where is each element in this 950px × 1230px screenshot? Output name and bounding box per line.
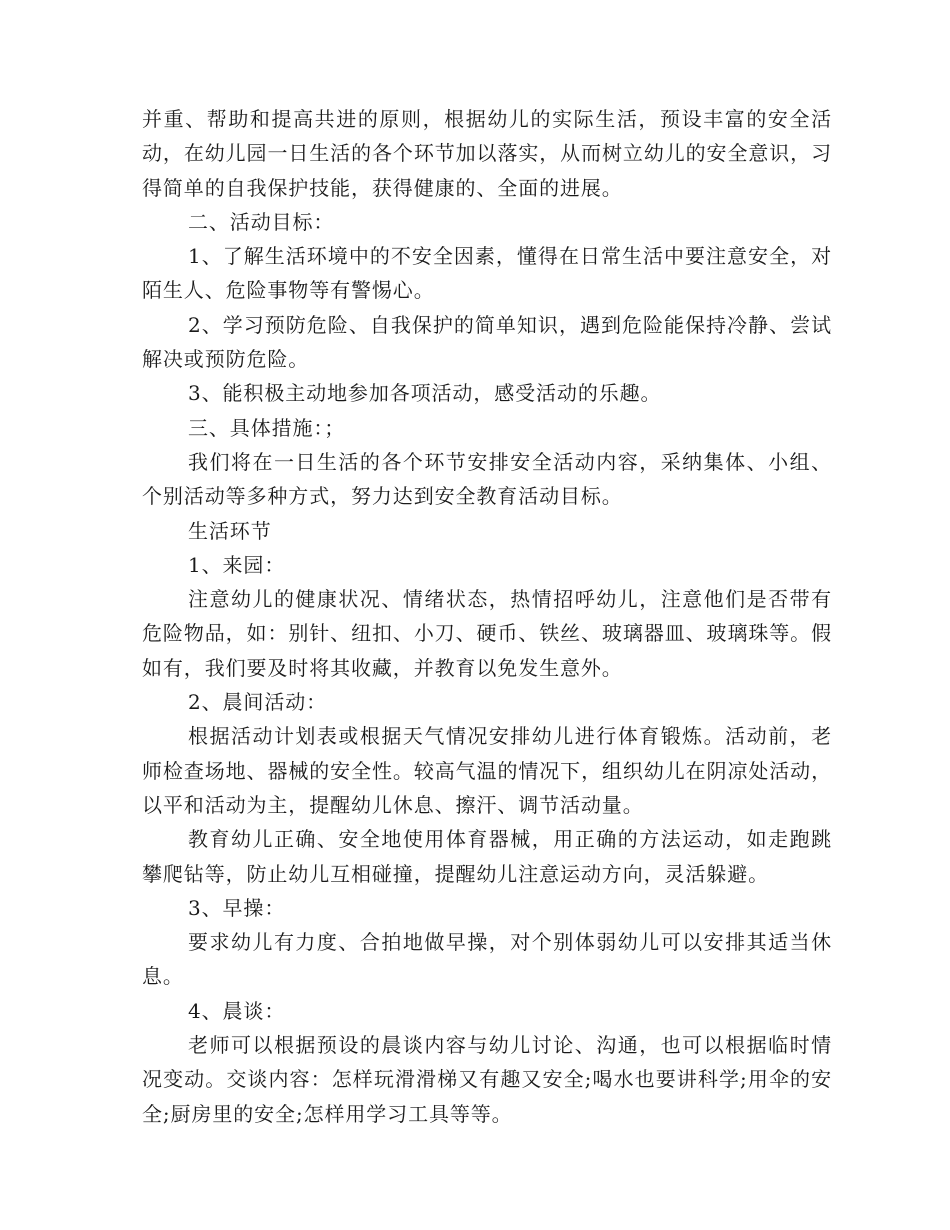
heading-morning-talk: 4、晨谈： <box>188 998 286 1023</box>
paragraph-principle: 并重、帮助和提高共进的原则，根据幼儿的实际生活，预设丰富的安全活动，在幼儿园一日生活的各个环节加以落实，从而树立幼儿的安全意识，习得简单的自我保护技能，获得健康的、全面的进展。 <box>142 107 832 200</box>
goal-item-3: 3、能积极主动地参加各项活动，感受活动的乐趣。 <box>188 381 662 406</box>
goal-item-1: 1、了解生活环境中的不安全因素，懂得在日常生活中要注意安全，对陌生人、危险事物等有警惕心。 <box>142 244 832 303</box>
paragraph-morning-activity: 根据活动计划表或根据天气情况安排幼儿进行体育锻炼。活动前，老师检查场地、器械的安全性。较高气温的情况下，组织幼儿在阴凉处活动，以平和活动为主，提醒幼儿休息、擦汗、调节活动量。 <box>142 724 832 817</box>
heading-specific-measures: 三、具体措施：； <box>188 415 346 440</box>
paragraph-morning-exercise: 要求幼儿有力度、合拍地做早操，对个别体弱幼儿可以安排其适当休息。 <box>142 930 832 989</box>
heading-morning-activity: 2、晨间活动： <box>188 690 328 715</box>
heading-morning-exercise: 3、早操： <box>188 895 286 920</box>
heading-arrival: 1、来园： <box>188 552 286 577</box>
heading-activity-goals: 二、活动目标： <box>188 209 335 234</box>
paragraph-equipment-safety: 教育幼儿正确、安全地使用体育器械，用正确的方法运动，如走跑跳攀爬钻等，防止幼儿互相碰撞，提醒幼儿注意运动方向，灵活躲避。 <box>142 827 832 886</box>
heading-daily-life: 生活环节 <box>188 518 272 543</box>
document-body <box>142 102 832 1131</box>
paragraph-measures-intro: 我们将在一日生活的各个环节安排安全活动内容，采纳集体、小组、个别活动等多种方式，努力达到安全教育活动目标。 <box>142 449 832 509</box>
goal-item-2: 2、学习预防危险、自我保护的简单知识，遇到危险能保持冷静、尝试解决或预防危险。 <box>142 312 832 372</box>
paragraph-morning-talk: 老师可以根据预设的晨谈内容与幼儿讨论、沟通，也可以根据临时情况变动。交谈内容：怎样玩滑滑梯又有趣又安全;喝水也要讲科学;用伞的安全;厨房里的安全;怎样用学习工具等等。 <box>142 1033 832 1126</box>
paragraph-arrival: 注意幼儿的健康状况、情绪状态，热情招呼幼儿，注意他们是否带有危险物品，如：别针、纽扣、小刀、硬币、铁丝、玻璃器皿、玻璃珠等。假如有，我们要及时将其收藏，并教育以免发生意外。 <box>142 587 832 680</box>
